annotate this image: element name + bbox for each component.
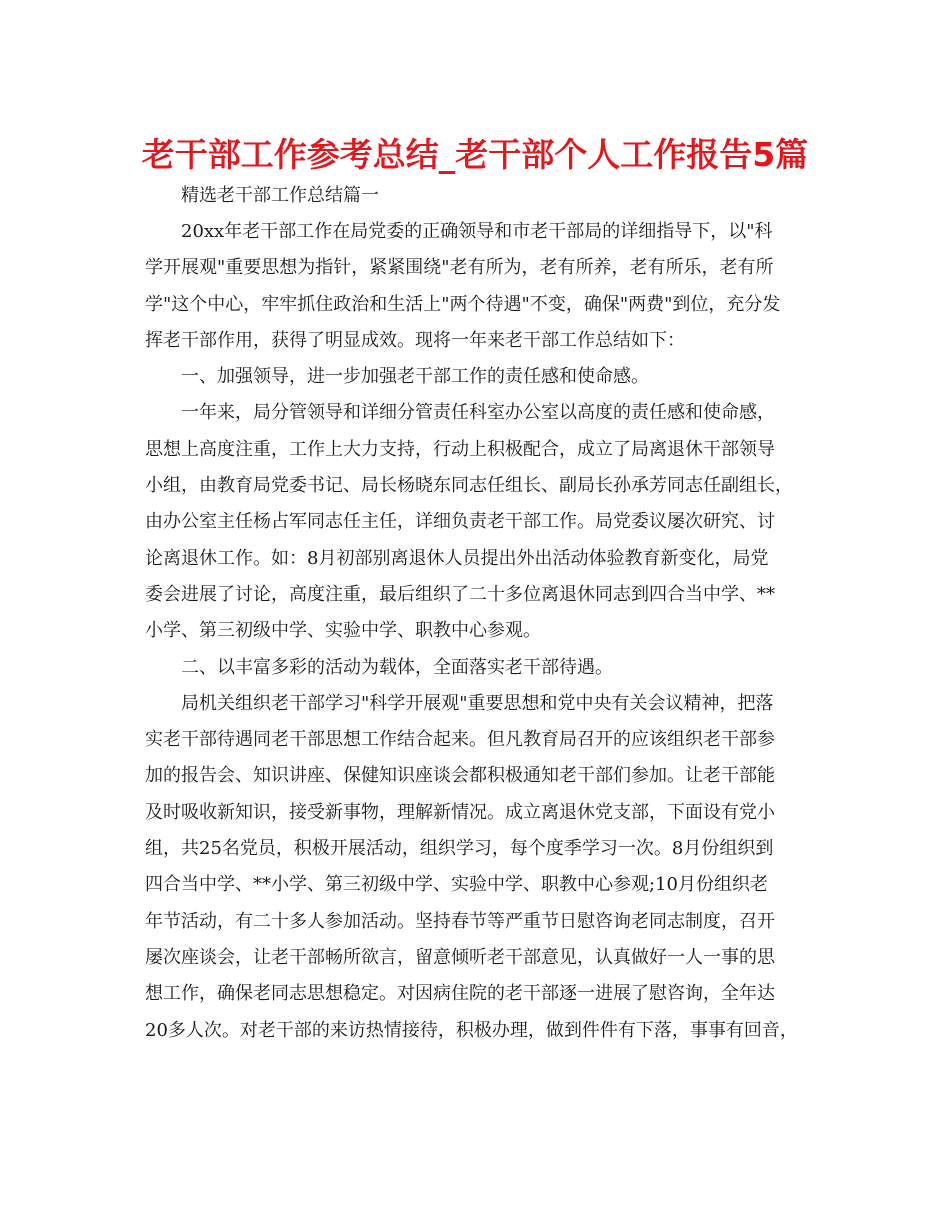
text-line: 四合当中学、**小学、第三初级中学、实验中学、职教中心参观;10月份组织老 [145,874,768,896]
text-line: 学开展观"重要思想为指针，紧紧围绕"老有所为，老有所养，老有所乐，老有所 [145,257,774,279]
text-line: 加的报告会、知识讲座、保健知识座谈会都积极通知老干部们参加。让老干部能 [145,765,775,787]
text-line: 想工作，确保老同志思想稳定。对因病住院的老干部逐一进展了慰咨询，全年达 [145,983,775,1005]
text-line: 20多人次。对老干部的来访热情接待，积极办理，做到件件有下落，事事有回音， [145,1019,798,1041]
text-line: 由办公室主任杨占军同志任主任，详细负责老干部工作。局党委议屡次研究、讨 [145,511,775,533]
text-line: 学"这个中心，牢牢抓住政治和生活上"两个待遇"不变，确保"两费"到位，充分发 [145,293,781,315]
text-line: 一年来，局分管领导和详细分管责任科室办公室以高度的责任感和使命感， [181,402,775,424]
text-line: 屡次座谈会，让老干部畅所欲言，留意倾听老干部意见，认真做好一人一事的思 [145,946,775,968]
text-line: 20xx年老干部工作在局党委的正确领导和市老干部局的详细指导下，以"科 [181,221,773,242]
text-line: 二、以丰富多彩的活动为载体，全面落实老干部待遇。 [181,656,613,678]
text-line: 精选老干部工作总结篇一 [181,185,379,206]
document-body [145,178,815,1049]
text-line: 挥老干部作用，获得了明显成效。现将一年来老干部工作总结如下： [145,329,685,351]
text-line: 及时吸收新知识，接受新事物，理解新情况。成立离退休党支部，下面设有党小 [145,801,775,823]
text-line: 小组，由教育局党委书记、局长杨晓东同志任组长、副局长孙承芳同志任副组长， [145,475,793,497]
document-title: 老干部工作参考总结_老干部个人工作报告5篇 [141,135,809,174]
text-line: 实老干部待遇同老干部思想工作结合起来。但凡教育局召开的应该组织老干部参 [145,729,775,751]
text-line: 委会进展了讨论，高度注重，最后组织了二十多位离退休同志到四合当中学、** [145,583,775,605]
text-line: 小学、第三初级中学、实验中学、职教中心参观。 [145,620,541,642]
text-line: 年节活动，有二十多人参加活动。坚持春节等严重节日慰咨询老同志制度，召开 [145,910,775,932]
text-line: 论离退休工作。如：8月初部别离退休人员提出外出活动体验教育新变化，局党 [145,547,769,569]
text-line: 一、加强领导，进一步加强老干部工作的责任感和使命感。 [181,366,649,388]
text-line: 局机关组织老干部学习"科学开展观"重要思想和党中央有关会议精神，把落 [181,692,774,714]
text-line: 组，共25名党员，积极开展活动，组织学习，每个度季学习一次。8月份组织到 [145,838,774,860]
text-line: 思想上高度注重，工作上大力支持，行动上积极配合，成立了局离退休干部领导 [145,438,775,460]
